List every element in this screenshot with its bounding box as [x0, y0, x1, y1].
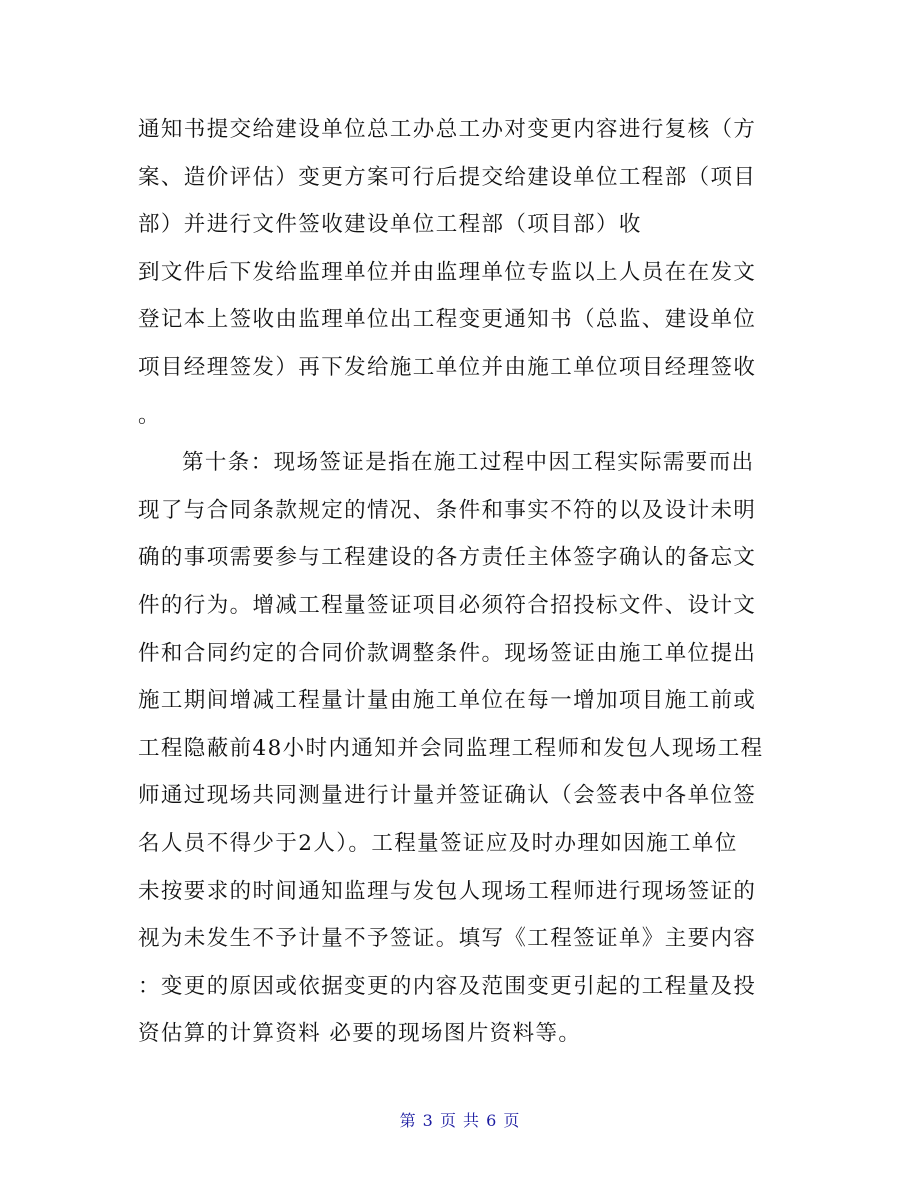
document-body	[138, 106, 788, 1058]
text-line: 到文件后下发给监理单位并由监理单位专监以上人员在在发文	[138, 259, 757, 285]
text-line: 确的事项需要参与工程建设的各方责任主体签字确认的备忘文	[138, 545, 757, 571]
paragraph-start-line: 第十条：现场签证是指在施工过程中因工程实际需要而出	[182, 450, 755, 476]
text-line: 师通过现场共同测量进行计量并签证确认（会签表中各单位签	[138, 783, 757, 809]
text-line: ：变更的原因或依据变更的内容及范围变更引起的工程量及投	[138, 973, 757, 999]
page-number-footer: 第 3 页 共 6 页	[399, 1111, 521, 1130]
text-line: 施工期间增减工程量计量由施工单位在每一增加项目施工前或	[138, 688, 757, 714]
text-line: 现了与合同条款规定的情况、条件和事实不符的以及设计未明	[138, 497, 757, 523]
text-line: 件的行为。增减工程量签证项目必须符合招投标文件、设计文	[138, 592, 757, 618]
text-line: 未按要求的时间通知监理与发包人现场工程师进行现场签证的	[138, 878, 757, 904]
text-line: 工程隐蔽前48小时内通知并会同监理工程师和发包人现场工程	[138, 735, 764, 761]
text-line: 部）并进行文件签收建设单位工程部（项目部）收	[138, 212, 642, 238]
text-line: 案、造价评估）变更方案可行后提交给建设单位工程部（项目	[138, 164, 757, 190]
text-line: 项目经理签发）再下发给施工单位并由施工单位项目经理签收	[138, 354, 757, 380]
text-line: 资估算的计算资料 必要的现场图片资料等。	[138, 1021, 582, 1047]
text-line: 通知书提交给建设单位总工办总工办对变更内容进行复核（方	[138, 117, 757, 142]
text-line: 件和合同约定的合同价款调整条件。现场签证由施工单位提出	[138, 640, 757, 666]
text-line: 视为未发生不予计量不予签证。填写《工程签证单》主要内容	[138, 926, 757, 952]
text-line: 。	[138, 402, 161, 428]
text-line: 登记本上签收由监理单位出工程变更通知书（总监、建设单位	[138, 307, 757, 333]
text-line: 名人员不得少于2人）。工程量签证应及时办理如因施工单位	[138, 830, 738, 856]
